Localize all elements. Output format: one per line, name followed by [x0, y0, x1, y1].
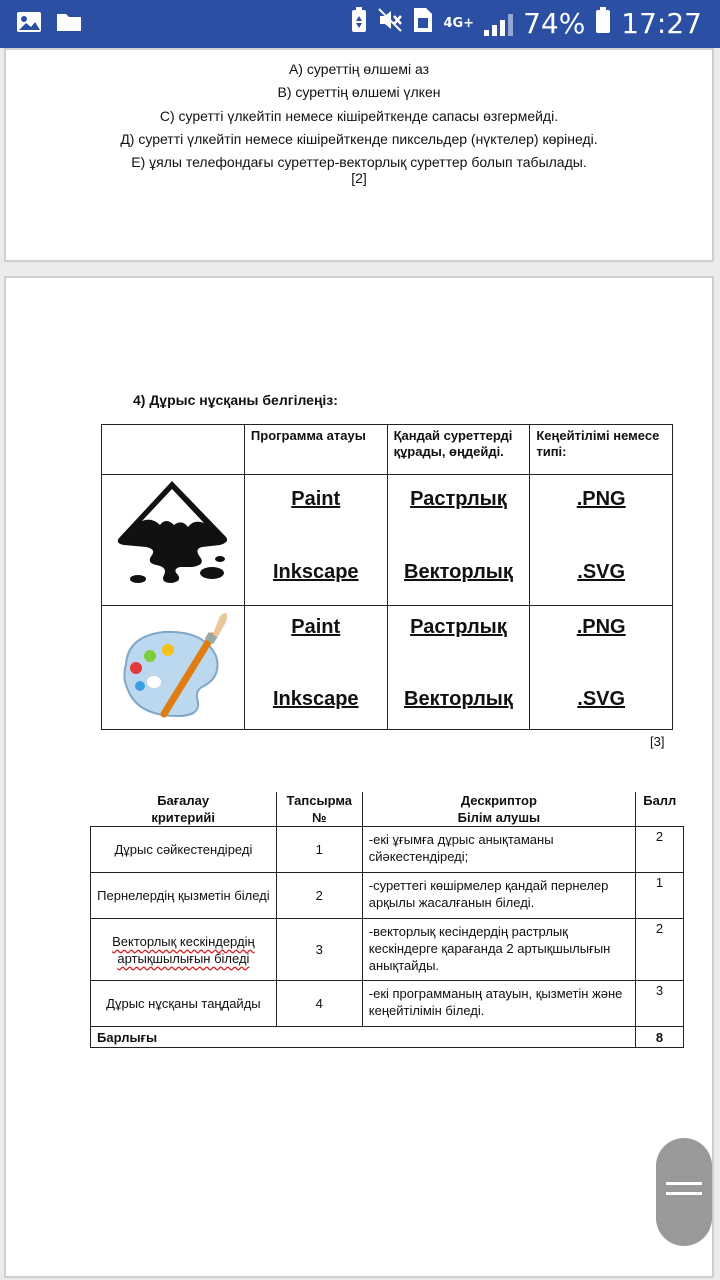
points-cell: 2	[636, 827, 684, 873]
option-b: B) суреттің өлшемі үлкен	[277, 84, 441, 101]
option-c: C) суретті үлкейтіп немесе кішірейткенде сапасы өзгермейді.	[159, 107, 559, 124]
header-task: Тапсырма №	[276, 792, 362, 827]
option-d: Д) суретті үлкейтіп немесе кішірейткенде пиксельдер (нүктелер) көрінеді.	[120, 130, 598, 147]
header-criterion: Бағалау критерийі	[91, 792, 277, 827]
header-descriptor	[362, 792, 635, 827]
program-table	[101, 424, 673, 730]
type-options	[387, 475, 530, 606]
question-title: 4) Дұрыс нұсқаны белгілеңіз:	[133, 392, 338, 408]
descriptor-subtitle: Білім алушы	[457, 810, 541, 825]
descriptor-title: Дескриптор	[460, 793, 537, 808]
choice-paint[interactable]: Paint	[291, 616, 341, 638]
sim-icon	[413, 7, 433, 40]
battery-saver-icon	[351, 7, 367, 40]
choice-svg[interactable]: .SVG	[577, 688, 626, 710]
total-value: 8	[636, 1027, 684, 1048]
choice-vector[interactable]: Векторлық	[404, 688, 513, 710]
program-options	[244, 475, 387, 606]
header-type: Қандай суреттерді құрады, өңдейді.	[387, 425, 530, 475]
folder-icon	[56, 10, 82, 39]
criterion-cell: Дұрыс нұсқаны таңдайды	[91, 981, 277, 1027]
choice-png[interactable]: .PNG	[576, 488, 626, 510]
paint-palette-icon	[108, 711, 238, 728]
choice-vector[interactable]: Векторлық	[404, 561, 513, 583]
task-number: 2	[276, 873, 362, 919]
criterion-cell: Дұрыс сәйкестендіреді	[91, 827, 277, 873]
choice-paint[interactable]: Paint	[291, 488, 341, 510]
answer-options	[6, 58, 712, 174]
criterion-cell: Векторлық кескіндердің артықшылығын біледі	[91, 919, 277, 981]
scroll-handle-button[interactable]	[656, 1138, 712, 1246]
table-row	[91, 873, 684, 919]
choice-inkscape[interactable]: Inkscape	[272, 688, 359, 710]
criterion-cell: Пернелердің қызметін біледі	[91, 873, 277, 919]
score-mark: [2]	[351, 170, 367, 186]
header-points: Балл	[636, 792, 684, 827]
extension-options	[530, 475, 673, 606]
descriptor-cell: -векторлық кесіндердің растрлық кескіндерге қарағанда 2 артықшылығын анықтайды.	[362, 919, 635, 981]
table-row	[91, 981, 684, 1027]
choice-png[interactable]: .PNG	[576, 616, 626, 638]
signal-icon	[484, 12, 513, 36]
battery-percent: 74%	[523, 7, 586, 40]
total-row	[91, 1027, 684, 1048]
header-extension: Кеңейтілімі немесе типі:	[530, 425, 673, 475]
empty-header	[102, 425, 245, 475]
task-number: 1	[276, 827, 362, 873]
icon-cell	[102, 606, 245, 730]
mute-icon	[377, 7, 403, 40]
points-cell: 3	[636, 981, 684, 1027]
header-program: Программа атауы	[244, 425, 387, 475]
document-page-1	[4, 48, 714, 262]
status-bar	[0, 0, 720, 48]
handle-line-icon	[666, 1192, 702, 1195]
descriptor-cell: -суреттегі көшірмелер қандай пернелер арқылы жасалғанын біледі.	[362, 873, 635, 919]
score-mark: [3]	[650, 734, 665, 749]
image-icon	[16, 10, 42, 39]
choice-raster[interactable]: Растрлық	[410, 488, 507, 510]
document-page-2	[4, 276, 714, 1278]
points-cell: 2	[636, 919, 684, 981]
icon-cell	[102, 475, 245, 606]
descriptor-cell: -екі ұғымға дұрыс анықтаманы сйәкестендіреді;	[362, 827, 635, 873]
network-type: 4G+	[443, 16, 475, 31]
choice-svg[interactable]: .SVG	[577, 561, 626, 583]
battery-icon	[595, 6, 611, 41]
choice-raster[interactable]: Растрлық	[410, 616, 507, 638]
clock: 17:27	[621, 7, 702, 40]
task-number: 3	[276, 919, 362, 981]
option-a: A) суреттің өлшемі аз	[288, 61, 430, 77]
total-label: Барлығы	[91, 1027, 636, 1048]
option-e: E) ұялы телефондағы суреттер-векторлық суреттер болып табылады.	[131, 154, 587, 171]
points-cell: 1	[636, 873, 684, 919]
program-options	[244, 606, 387, 730]
inkscape-logo-icon	[108, 584, 238, 601]
descriptor-cell: -екі программаның атауын, қызметін және кеңейтілімін біледі.	[362, 981, 635, 1027]
extension-options	[530, 606, 673, 730]
handle-line-icon	[666, 1182, 702, 1185]
criteria-table	[90, 792, 684, 1048]
task-number: 4	[276, 981, 362, 1027]
table-row	[91, 919, 684, 981]
type-options	[387, 606, 530, 730]
table-row	[91, 827, 684, 873]
choice-inkscape[interactable]: Inkscape	[272, 561, 359, 583]
